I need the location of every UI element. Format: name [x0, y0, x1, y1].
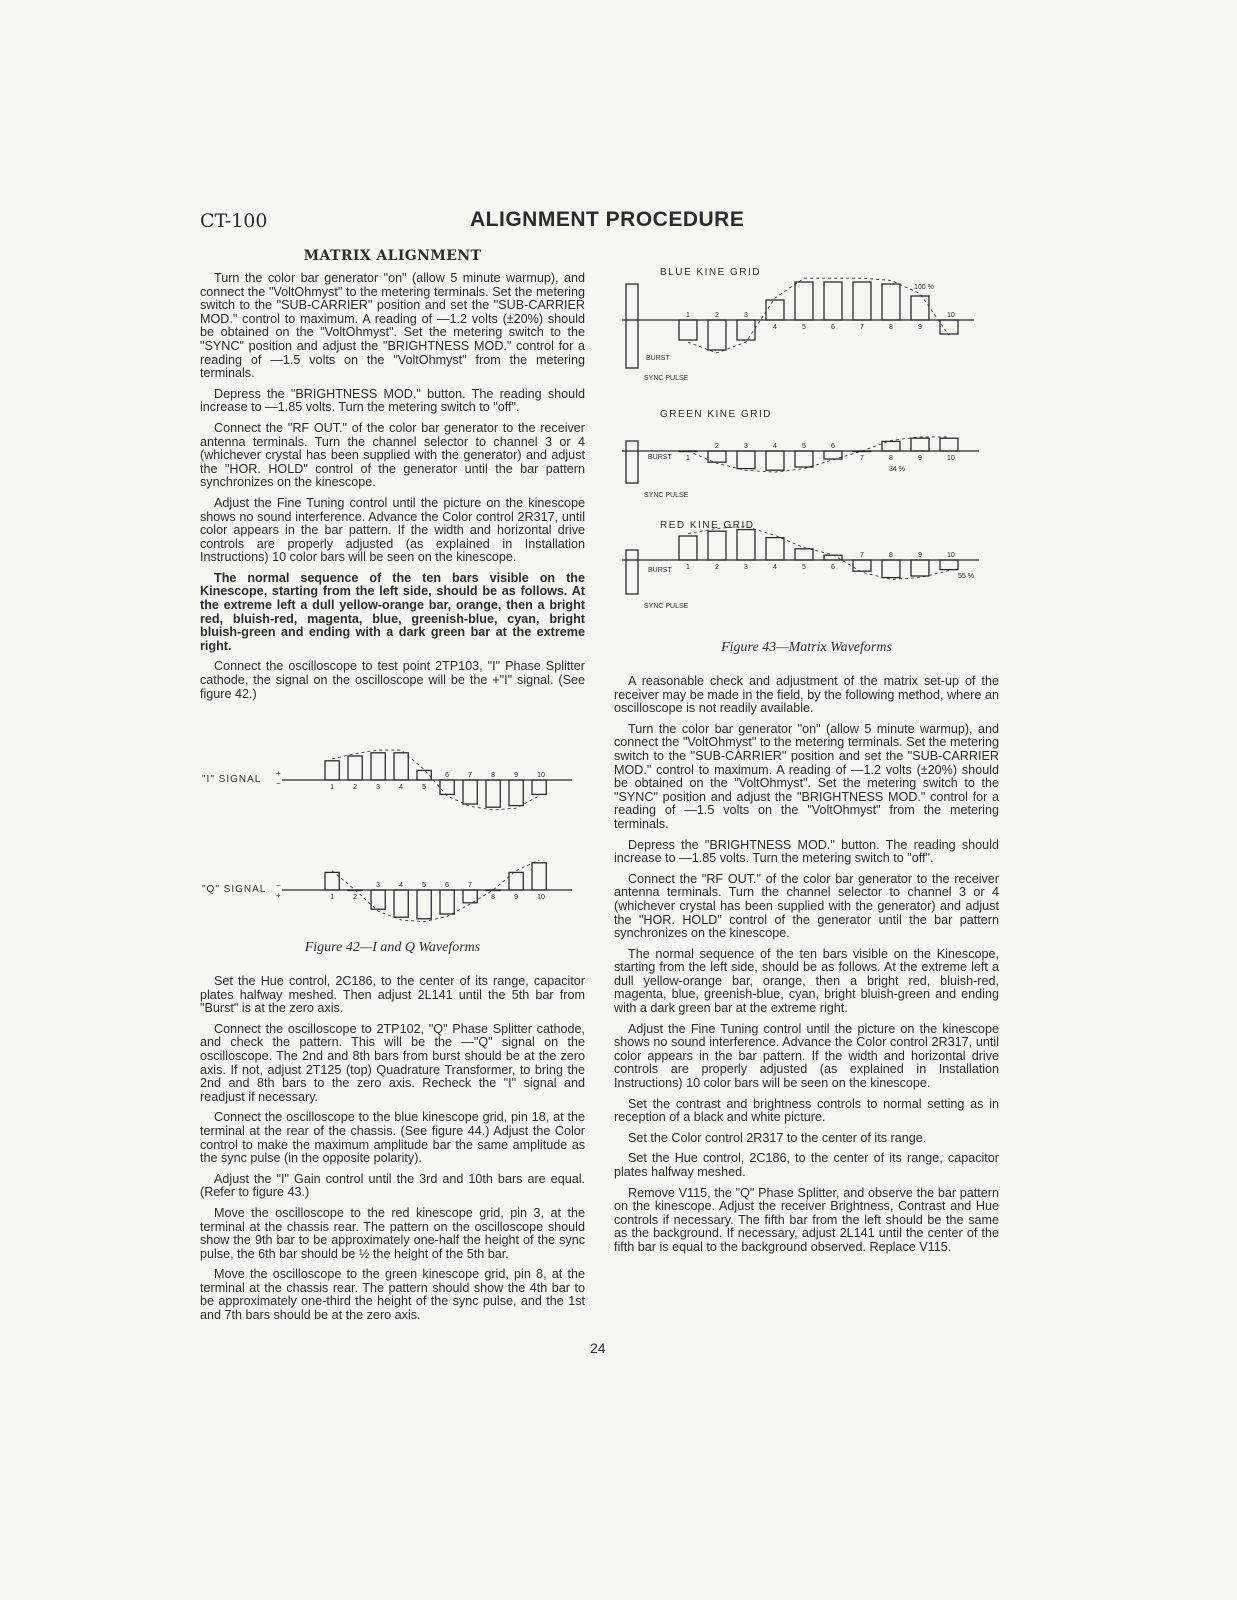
red-grid-bar-4 — [766, 538, 784, 560]
blue-grid-bar-number-5: 5 — [801, 324, 806, 331]
i-minus-sign: − — [276, 779, 281, 788]
q-signal-envelope — [332, 860, 539, 922]
paragraph: Turn the color bar generator "on" (allow 5 minute warmup), and connect the "VoltOhmyst" to the metering terminals. Set the metering switch to the "SUB-CARRIER" position and set the "SUB-CARRIER MOD." control to maximum. A reading of —1.2 volts (±20%) should be obtained on the "VoltOhmyst". Set the metering switch to the "SYNC" position and adjust the "BRIGHTNESS MOD." control for a reading of —1.5 volts on the "VoltOhmyst" from the metering terminals. — [614, 721, 999, 831]
i-signal-bar-number-4: 4 — [399, 784, 404, 791]
i-signal-bar-number-6: 6 — [445, 772, 450, 779]
figure-43-red — [614, 516, 994, 616]
q-signal-bar-number-4: 4 — [399, 882, 404, 889]
i-signal-bar-10 — [532, 780, 546, 794]
q-signal-bar-number-1: 1 — [330, 894, 335, 901]
green-grid-bar-number-6: 6 — [830, 443, 835, 450]
green-grid-bar-5 — [795, 451, 813, 467]
i-signal-bar-1 — [325, 761, 339, 780]
blue-grid-bar-4 — [766, 300, 784, 320]
i-signal-bar-number-9: 9 — [514, 772, 519, 779]
blue-grid-bar-number-8: 8 — [888, 324, 893, 331]
blue-grid-bar-number-7: 7 — [859, 324, 864, 331]
paragraph: Adjust the Fine Tuning control until the picture on the kinescope shows no sound interference. Advance the Color control 2R317, until color appears in the bar pattern. If the width and horizontal drive controls are properly adjusted (as explained in Installation Instructions) 10 color bars will be seen on the kinescope. — [614, 1021, 999, 1091]
green-grid-bar-number-4: 4 — [772, 443, 777, 450]
red-grid-bar-3 — [737, 530, 755, 560]
paragraph: Set the Hue control, 2C186, to the center of its range, capacitor plates halfway meshed. — [614, 1151, 999, 1179]
green-grid-bar-number-10: 10 — [946, 455, 955, 462]
i-signal-bar-8 — [486, 780, 500, 807]
q-minus-sign: − — [276, 881, 281, 890]
blue-grid-envelope — [685, 278, 949, 353]
paragraph: Connect the oscilloscope to 2TP102, "Q" Phase Splitter cathode, and check the pattern. This will be the —"Q" signal on the oscilloscope. The 2nd and 8th bars from burst should be at the zero axis. If not, adjust 2T125 (top) Quadrature Transformer, to bring the 2nd and 8th bars to the zero axis. Recheck the "I" signal and readjust if necessary. — [200, 1021, 585, 1104]
red-grid-bar-number-4: 4 — [772, 564, 777, 571]
red-percent: 55 % — [958, 573, 974, 580]
left-column-bottom — [200, 975, 585, 1330]
burst-label: BURST — [648, 567, 672, 574]
paragraph: Depress the "BRIGHTNESS MOD." button. The reading should increase to —1.85 volts. Turn the metering switch to "off". — [614, 837, 999, 866]
blue-grid-bar-5 — [795, 282, 813, 320]
blue-grid-bar-7 — [853, 282, 871, 320]
green-grid-bar-number-8: 8 — [888, 455, 893, 462]
sync-pulse-label: SYNC PULSE — [644, 603, 689, 610]
q-signal-bar-number-10: 10 — [537, 894, 545, 901]
i-plus-sign: + — [276, 769, 281, 778]
blue-grid-bar-1 — [679, 320, 697, 340]
figure-42-q-signal — [200, 850, 600, 930]
blue-grid-bar-number-2: 2 — [714, 312, 719, 319]
red-grid-bar-number-1: 1 — [685, 564, 690, 571]
paragraph: Set the Hue control, 2C186, to the center of its range, capacitor plates halfway meshed. Then adjust 2L141 until the 5th bar from "Burst" is at the zero axis. — [200, 974, 585, 1016]
figure-42-i-signal — [200, 740, 600, 820]
i-signal-bar-number-10: 10 — [537, 772, 545, 779]
i-signal-bar-7 — [463, 780, 477, 804]
red-grid-bar-8 — [882, 560, 900, 578]
q-signal-bar-number-6: 6 — [445, 882, 450, 889]
red-grid-bar-7 — [853, 560, 871, 571]
green-grid-bar-9 — [911, 438, 929, 451]
q-signal-bar-number-5: 5 — [422, 882, 427, 889]
paragraph: Connect the oscilloscope to test point 2TP103, "I" Phase Splitter cathode, the signal on the oscilloscope will be the +"I" signal. (See figure 42.) — [200, 659, 585, 701]
paragraph: Turn the color bar generator "on" (allow 5 minute warmup), and connect the "VoltOhmyst" to the metering terminals. Set the metering switch to the "SUB-CARRIER" position and set the "SUB-CARRIER MOD." control to maximum. A reading of —1.2 volts (±20%) should be obtained on the "VoltOhmyst". Set the metering switch to the "SYNC" position and adjust the "BRIGHTNESS MOD." control for a reading of —1.5 volts on the "VoltOhmyst" from the metering terminals. — [200, 271, 585, 381]
i-signal-bar-number-7: 7 — [468, 772, 473, 779]
doc-code: CT-100 — [200, 210, 268, 232]
green-grid-bar-number-7: 7 — [859, 455, 864, 462]
red-grid-bar-number-10: 10 — [946, 552, 955, 559]
paragraph: Move the oscilloscope to the red kinescope grid, pin 3, at the terminal at the chassis rear. The pattern on the oscilloscope should show the 9th bar to be approximately one-half the height of the sync pulse, the 6th bar should be ½ the height of the 5th bar. — [200, 1205, 585, 1261]
green-grid-bar-3 — [737, 451, 755, 469]
red-grid-bar-number-2: 2 — [714, 564, 719, 571]
i-signal-bar-9 — [509, 780, 523, 806]
right-column — [614, 675, 999, 1262]
red-grid-envelope — [685, 527, 949, 580]
red-grid-bar-number-3: 3 — [743, 564, 748, 571]
red-grid-bar-2 — [708, 531, 726, 560]
blue-grid-bar-number-6: 6 — [830, 324, 835, 331]
green-grid-bar-number-5: 5 — [801, 443, 806, 450]
blue-grid-bar-6 — [824, 282, 842, 320]
red-grid-bar-9 — [911, 560, 929, 576]
green-grid-bar-number-1: 1 — [685, 455, 690, 462]
figure-43-caption: Figure 43—Matrix Waveforms — [721, 640, 892, 655]
red-grid-bar-10 — [940, 560, 958, 570]
blue-grid-bar-number-10: 10 — [946, 312, 955, 319]
q-signal-bar-number-2: 2 — [353, 894, 358, 901]
q-signal-bar-5 — [417, 890, 431, 919]
blue-grid-bar-number-3: 3 — [743, 312, 748, 319]
burst-label: BURST — [646, 355, 670, 362]
q-signal-bar-10 — [532, 863, 546, 890]
i-signal-bar-number-5: 5 — [422, 784, 427, 791]
red-grid-bar-number-5: 5 — [801, 564, 806, 571]
blue-grid-bar-number-1: 1 — [685, 312, 690, 319]
blue-grid-title: BLUE KINE GRID — [660, 267, 762, 278]
paragraph: Connect the "RF OUT." of the color bar generator to the receiver antenna terminals. Turn the channel selector to channel 3 or 4 (whichever crystal has been supplied with the generator) and adjust the "HOR. HOLD" control of the generator until the bar pattern synchronizes on the kinescope. — [614, 871, 999, 941]
red-grid-bar-number-9: 9 — [917, 552, 922, 559]
blue-grid-bar-2 — [708, 320, 726, 350]
q-signal-label: "Q" SIGNAL — [202, 884, 267, 895]
blue-grid-bar-8 — [882, 284, 900, 320]
i-signal-label: "I" SIGNAL — [202, 774, 262, 785]
figure-43-blue — [614, 262, 994, 392]
green-grid-bar-number-3: 3 — [743, 443, 748, 450]
red-grid-bar-1 — [679, 536, 697, 560]
blue-grid-bar-9 — [911, 296, 929, 320]
red-grid-bar-number-7: 7 — [859, 552, 864, 559]
i-signal-bar-4 — [394, 753, 408, 780]
sync-pulse-label: SYNC PULSE — [644, 375, 689, 382]
paragraph: Connect the oscilloscope to the blue kinescope grid, pin 18, at the terminal at the rear of the chassis. (See figure 44.) Adjust the Color control to make the maximum amplitude bar the same amplitude as the sync pulse (in the opposite polarity). — [200, 1110, 585, 1166]
i-signal-bar-5 — [417, 770, 431, 780]
green-percent: 34 % — [889, 466, 905, 473]
paragraph: Set the contrast and brightness controls to normal setting as in reception of a black and white picture. — [614, 1096, 999, 1125]
red-grid-bar-number-8: 8 — [888, 552, 893, 559]
blue-grid-bar-3 — [737, 320, 755, 340]
i-signal-bar-number-1: 1 — [330, 784, 335, 791]
i-signal-bar-number-3: 3 — [376, 784, 381, 791]
paragraph: Set the Color control 2R317 to the center of its range. — [628, 1130, 927, 1145]
green-grid-envelope — [685, 437, 949, 472]
q-signal-bar-6 — [440, 890, 454, 914]
paragraph: A reasonable check and adjustment of the matrix set-up of the receiver may be made in the field, by the following method, where an oscilloscope is not readily available. — [614, 674, 999, 716]
q-signal-bar-number-7: 7 — [468, 882, 473, 889]
blue-percent: 100 % — [914, 284, 934, 291]
i-signal-bar-2 — [348, 756, 362, 780]
red-grid-bar-6 — [824, 555, 842, 560]
red-grid-bar-number-6: 6 — [830, 564, 835, 571]
blue-grid-bar-number-4: 4 — [772, 324, 777, 331]
section-title: MATRIX ALIGNMENT — [303, 248, 482, 264]
green-grid-bar-4 — [766, 451, 784, 470]
blue-grid-bar-10 — [940, 320, 958, 334]
i-signal-bar-6 — [440, 780, 454, 794]
q-signal-bar-9 — [509, 872, 523, 890]
blue-grid-bar-number-9: 9 — [917, 324, 922, 331]
paragraph: Connect the "RF OUT." of the color bar generator to the receiver antenna terminals. Turn the channel selector to channel 3 or 4 (whichever crystal has been supplied with the generator) and adjust the "HOR. HOLD" control of the generator until the bar pattern synchronizes on the kinescope. — [200, 420, 585, 490]
red-grid-title: RED KINE GRID — [660, 520, 755, 531]
page-number: 24 — [590, 1340, 606, 1356]
green-grid-bar-number-2: 2 — [714, 443, 719, 450]
paragraph: Adjust the Fine Tuning control until the picture on the kinescope shows no sound interference. Advance the Color control 2R317, until color appears in the bar pattern. If the width and horizontal drive controls are properly adjusted (as explained in Installation Instructions) 10 color bars will be seen on the kinescope. — [200, 495, 585, 565]
left-column-top — [200, 272, 585, 708]
q-plus-sign: + — [276, 891, 281, 900]
q-signal-bar-4 — [394, 890, 408, 917]
paragraph: The normal sequence of the ten bars visible on the Kinescope, starting from the left side, should be as follows. At the extreme left a dull yellow-orange bar, orange, then a bright red, bluish-red, magenta, blue, greenish-blue, cyan, bright bluish-green and ending with a dark green bar at the extreme right. — [200, 570, 585, 653]
burst-label: BURST — [648, 454, 672, 461]
sync-pulse-label: SYNC PULSE — [644, 492, 689, 499]
i-signal-bar-3 — [371, 753, 385, 780]
green-grid-title: GREEN KINE GRID — [660, 409, 772, 420]
paragraph: Move the oscilloscope to the green kinescope grid, pin 8, at the terminal at the chassis rear. The pattern should show the 4th bar to be approximately one-third the height of the sync pulse, and the 1st and 7th bars should be at the zero axis. — [200, 1267, 585, 1323]
i-signal-bar-number-8: 8 — [491, 772, 496, 779]
green-grid-bar-10 — [940, 438, 958, 451]
i-signal-bar-number-2: 2 — [353, 784, 358, 791]
green-grid-bar-number-9: 9 — [917, 455, 922, 462]
q-signal-bar-number-8: 8 — [491, 894, 496, 901]
paragraph: Remove V115, the "Q" Phase Splitter, and observe the bar pattern on the kinescope. Adjust the receiver Brightness, Contrast and Hue controls if necessary. The fifth bar from the left should be the same as the background. If necessary, adjust 2L141 until the center of the fifth bar is equal to the background observed. Replace V115. — [614, 1185, 999, 1254]
q-signal-bar-8 — [486, 890, 500, 891]
figure-43-green — [614, 405, 994, 505]
paragraph: Depress the "BRIGHTNESS MOD." button. The reading should increase to —1.85 volts. Turn the metering switch to "off". — [200, 386, 585, 415]
figure-42-caption: Figure 42—I and Q Waveforms — [304, 940, 481, 955]
q-signal-bar-number-9: 9 — [514, 894, 519, 901]
paragraph: The normal sequence of the ten bars visible on the Kinescope, starting from the left side, should be as follows. At the extreme left a dull yellow-orange bar, orange, then a bright red, bluish-red, magenta, blue, greenish-blue, cyan, bright bluish-green and ending with a dark green bar at the extreme right. — [614, 946, 999, 1016]
red-grid-bar-5 — [795, 549, 813, 560]
page-title: ALIGNMENT PROCEDURE — [470, 208, 745, 231]
q-signal-bar-number-3: 3 — [376, 882, 381, 889]
paragraph: Adjust the "I" Gain control until the 3rd and 10th bars are equal. (Refer to figure 43.) — [200, 1171, 585, 1200]
